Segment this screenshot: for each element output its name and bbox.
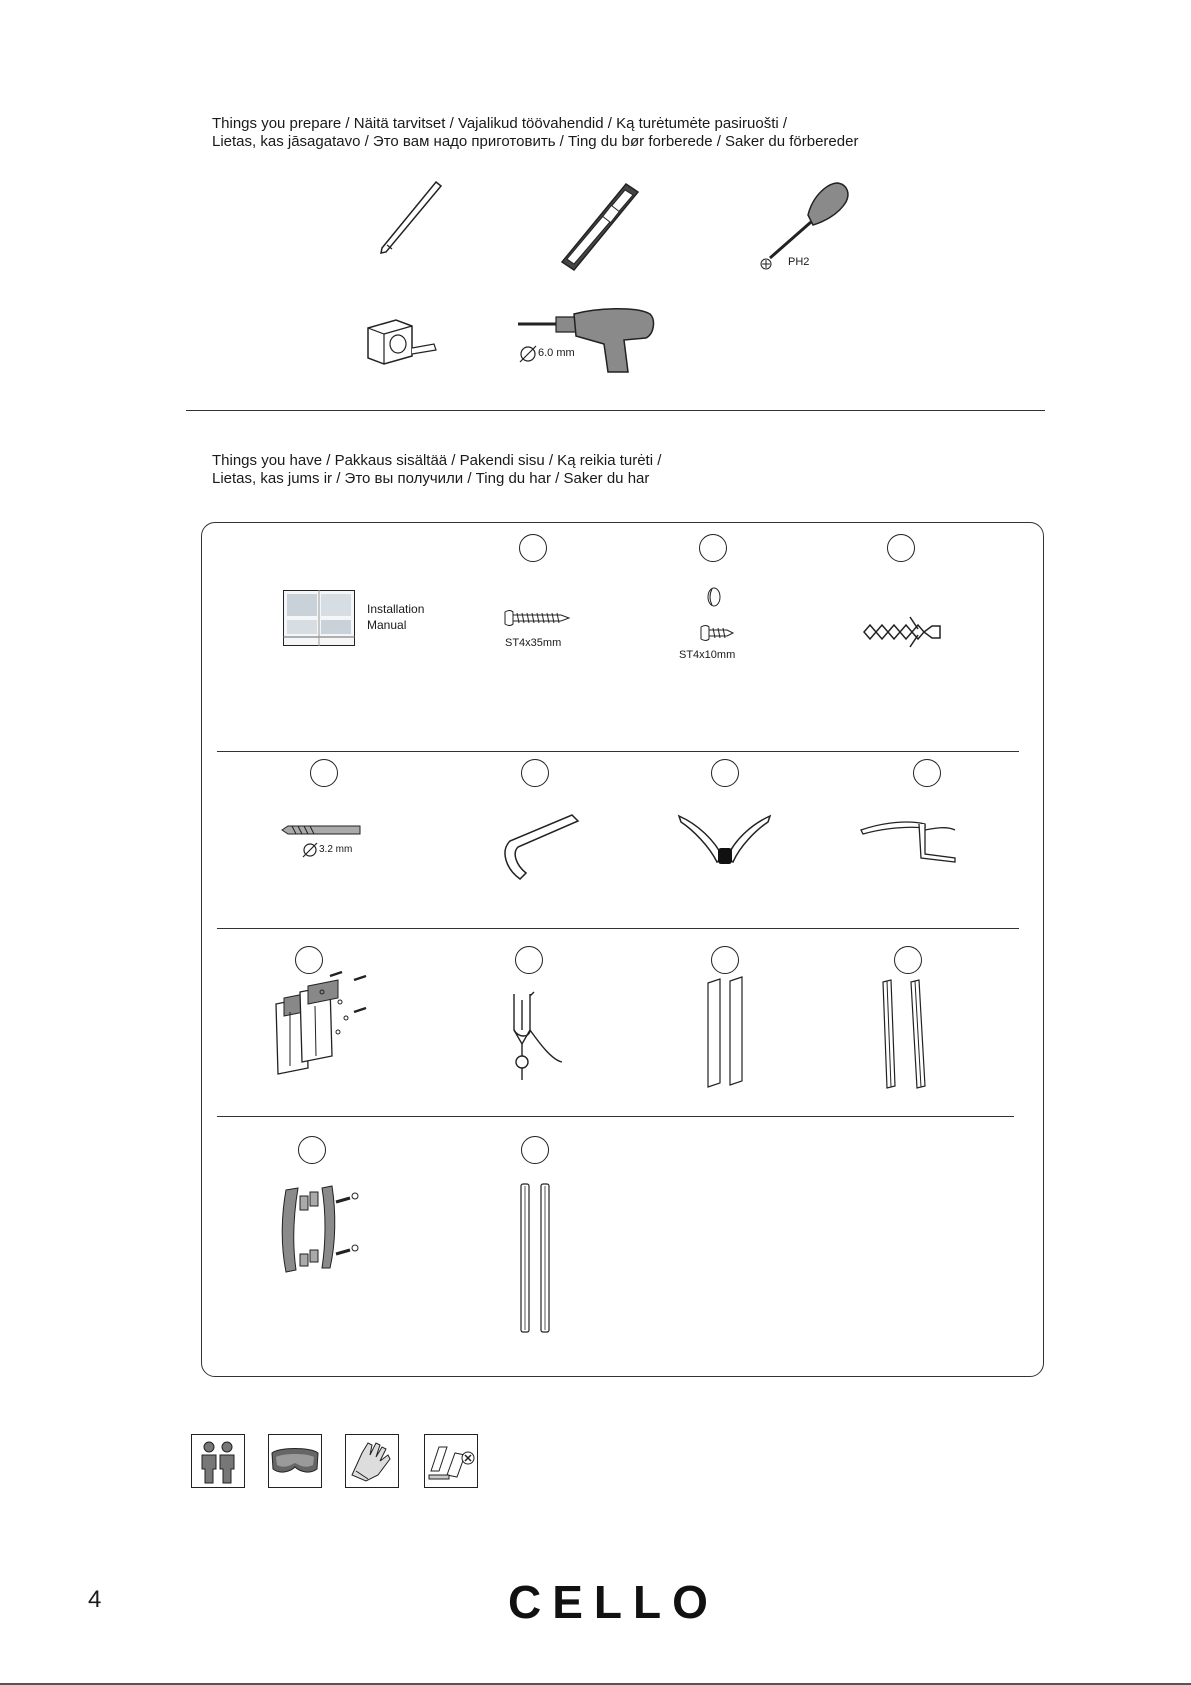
prepare-heading-line2: Lietas, kas jāsagatavo / Это вам надо приготовить / Ting du bør forberede / Saker du förbereder [212, 133, 859, 150]
page-number: 4 [88, 1586, 102, 1613]
manual-label-2: Manual [367, 618, 407, 632]
safety-goggles-icon [268, 1434, 322, 1488]
parts-row-divider [217, 928, 1019, 929]
diameter-icon [519, 345, 537, 363]
drill-bit-icon [280, 824, 362, 836]
part-number-circle [711, 759, 739, 787]
part-number-circle [310, 759, 338, 787]
have-heading-line2: Lietas, kas jums ir / Это вы получили / Ting du har / Saker du har [212, 470, 650, 487]
short-screw-icon [699, 624, 735, 642]
drill-bit-label: 3.2 mm [319, 844, 353, 855]
long-profiles-icon [519, 1182, 555, 1334]
part-number-circle [295, 946, 323, 974]
have-heading [212, 452, 661, 488]
part-number-circle [711, 946, 739, 974]
part-number-circle [519, 534, 547, 562]
wall-profiles-icon [881, 978, 929, 1092]
glass-strips-icon [706, 977, 746, 1091]
handles-icon [278, 1182, 364, 1282]
spirit-level-icon [558, 182, 643, 272]
part-number-circle [887, 534, 915, 562]
drill-label: 6.0 mm [538, 347, 575, 359]
part-number-circle [521, 1136, 549, 1164]
parts-row-divider [217, 751, 1019, 752]
prepare-heading-line1: Things you prepare / Näitä tarvitset / Vajalikud töövahendid / Ką turėtumėte pasiruošti / [212, 115, 788, 132]
installation-manual-icon [283, 590, 355, 646]
two-persons-icon [191, 1434, 245, 1488]
part-number-circle [521, 759, 549, 787]
allen-key-icon [484, 811, 580, 881]
long-screw-icon [503, 609, 571, 627]
part-number-circle [699, 534, 727, 562]
bottom-seal-icon [500, 990, 566, 1082]
part-number-circle [913, 759, 941, 787]
parts-row-divider [217, 1116, 1014, 1117]
wall-plug-icon [862, 615, 942, 649]
screwdriver-label: PH2 [788, 256, 810, 268]
part-number-circle [515, 946, 543, 974]
brand-logo: CELLO [508, 1576, 719, 1628]
part-number-circle [894, 946, 922, 974]
section-divider [186, 410, 1045, 411]
corner-seal-profile-icon [677, 810, 772, 866]
have-heading-line1: Things you have / Pakkaus sisältää / Pakendi sisu / Ką reikia turėti / [212, 452, 662, 469]
prepare-heading [212, 115, 858, 151]
door-seal-profile-icon [859, 818, 959, 864]
manual-label-1: Installation [367, 602, 425, 616]
work-gloves-icon [345, 1434, 399, 1488]
diameter-icon [302, 842, 318, 858]
screw-cap-icon [706, 586, 722, 608]
part-number-circle [298, 1136, 326, 1164]
hinge-set-icon [270, 972, 370, 1077]
pencil-icon [378, 180, 448, 255]
do-not-damage-glass-icon [424, 1434, 478, 1488]
short-screw-label: ST4x10mm [679, 649, 736, 661]
drill-icon [516, 308, 661, 378]
long-screw-label: ST4x35mm [505, 637, 562, 649]
tape-measure-icon [366, 318, 441, 368]
